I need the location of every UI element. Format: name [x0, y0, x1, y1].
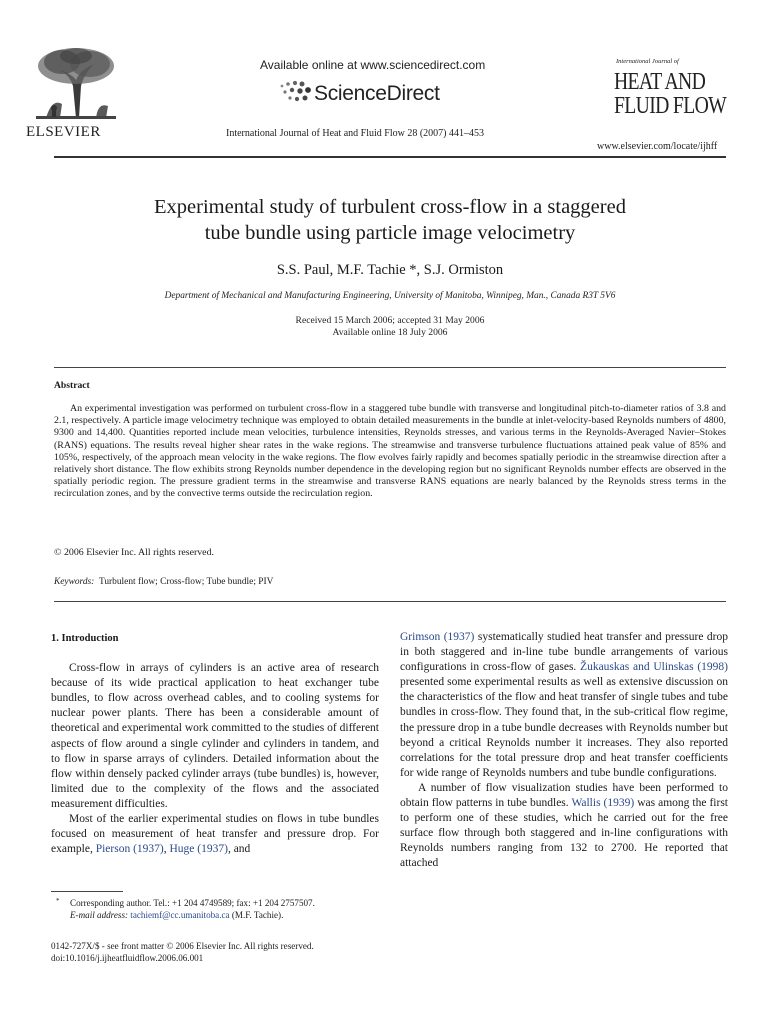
keywords — [54, 577, 273, 587]
elsevier-wordmark: ELSEVIER — [26, 124, 101, 140]
abstract-text: An experimental investigation was performed on turbulent cross-flow in a staggered tube bundle with transverse and longitudinal pitch-to-diameter ratios of 3.8 and 2.1, respectively. A particle image velocimetry technique was employed to obtain detailed measurements in the bundle at inlet-velocity-based Reynolds numbers of 4800, 9300 and 14,400. Quantities reported include mean velocities, turbulence intensities, Reynolds stresses, and various terms in the Reynolds-Averaged Navier–Stokes (RANS) equations. The results reveal higher shear rates in the wake regions. The streamwise and transverse turbulence fluctuations attained peak value of 85% and 105%, respectively, of the approach mean velocity in the wake regions. The flow evolves fairly rapidly and becomes spatially periodic in the streamwise direction after a relatively short distance. The flow exhibits strong Reynolds number dependence in the developing region but no significant Reynolds number effects are observed in the spatially periodic region. The pressure gradient terms in the streamwise and transverse RANS equations are nearly balanced by the Reynolds stress terms in the recirculation zones, and by the convective terms outside the recirculation region. — [54, 403, 726, 500]
email-link[interactable]: tachiemf@cc.umanitoba.ca — [130, 910, 230, 920]
citation-wallis-1939[interactable]: Wallis (1939) — [571, 797, 635, 810]
journal-logo — [614, 58, 744, 138]
abstract-bottom-divider — [54, 601, 726, 602]
email-label: E-mail address: — [70, 910, 129, 920]
keywords-label: Keywords: — [54, 577, 95, 587]
right-paragraph-2-text: A number of flow visualization studies have been performed to obtain flow patterns in tube bundles. — [400, 781, 728, 810]
sciencedirect-dots-icon — [278, 80, 312, 104]
right-paragraph-1-text-2: presented some experimental results as well as extensive discussion on the characteristics of the flow and heat transfer of single tubes and tube bundles in cross-flow. They found that, in the sub-critical flow regime, the pressure drop in a tube bundle decreases with Reynolds number but beyond a critical Reynolds number it increases. They also reported correlations for the total pressure drop and heat transfer coefficients for wide range of Reynolds numbers and tube bundle configurations. — [400, 676, 728, 779]
received-date: Received 15 March 2006; accepted 31 May 2006 — [295, 315, 485, 326]
intro-paragraph-2 — [51, 812, 379, 857]
journal-logo-line2: FLUID FLOW — [614, 93, 727, 119]
elsevier-tree-icon — [32, 46, 120, 120]
article-title-line1: Experimental study of turbulent cross-flow in a staggered — [154, 196, 626, 218]
right-paragraph-1 — [400, 630, 728, 781]
section-heading-introduction: 1. Introduction — [51, 633, 119, 644]
citation-grimson-1937[interactable]: Grimson (1937) — [400, 631, 475, 643]
available-online-text: Available online at www.sciencedirect.com — [260, 58, 486, 72]
header-divider — [54, 156, 726, 158]
right-column — [400, 630, 728, 872]
citation-separator: , — [163, 843, 170, 856]
issn-line: 0142-727X/$ - see front matter © 2006 Elsevier Inc. All rights reserved. — [51, 941, 314, 951]
intro-paragraph-2-text: Most of the earlier experimental studies on flows in tube bundles focused on measurement of heat transfer and pressure drop. For example, — [51, 813, 379, 856]
right-paragraph-2 — [400, 781, 728, 872]
article-affiliation: Department of Mechanical and Manufacturing Engineering, University of Manitoba, Winnipeg, Man., Canada R3T 5V6 — [164, 291, 616, 301]
left-column — [51, 630, 379, 857]
journal-header — [0, 0, 768, 160]
abstract-heading: Abstract — [54, 380, 90, 391]
intro-paragraph-2-end: , and — [227, 843, 251, 856]
sciencedirect-wordmark: ScienceDirect — [314, 82, 440, 105]
keywords-list: Turbulent flow; Cross-flow; Tube bundle; PIV — [98, 577, 274, 587]
abstract-copyright: © 2006 Elsevier Inc. All rights reserved. — [54, 547, 214, 558]
article-title — [60, 194, 720, 246]
email-name: (M.F. Tachie). — [229, 910, 284, 920]
article-authors: S.S. Paul, M.F. Tachie *, S.J. Ormiston — [276, 262, 504, 278]
citation-zukauskas-1998[interactable]: Žukauskas and Ulinskas (1998) — [580, 661, 728, 674]
abstract-top-divider — [54, 367, 726, 368]
footnote-marker: * — [56, 897, 60, 905]
journal-url-link[interactable]: www.elsevier.com/locate/ijhff — [597, 141, 718, 152]
article-title-line2: tube bundle using particle image velocimetry — [204, 222, 576, 244]
footnote-divider — [51, 891, 123, 892]
intro-paragraph-1: Cross-flow in arrays of cylinders is an active area of research because of its wide practical application to heat exchanger tube bundles, to flow across overhead cables, and to cooling systems for nuclear power plants. There has been a considerable amount of theoretical and experimental work committed to the studies of different aspects of flow around a single cylinder and cylinders in tandem, and to flow in sparse arrays of cylinders. Detailed information about the flow within densely packed cylinder arrays (tube bundles) is, however, limited due to the complexity of the flows and the associated measurement difficulties. — [51, 662, 379, 810]
footnote-email-line — [51, 909, 381, 921]
sciencedirect-logo — [248, 58, 498, 118]
abstract-body — [54, 403, 726, 501]
citation-pierson-1937[interactable]: Pierson (1937) — [95, 843, 164, 856]
journal-logo-small-text: International Journal of — [616, 58, 679, 65]
doi-line: doi:10.1016/j.ijheatfluidflow.2006.06.001 — [51, 953, 204, 963]
journal-logo-line1: HEAT AND — [614, 69, 706, 95]
article-dates — [60, 315, 720, 339]
right-paragraph-2-rest: was among the first to perform one of these studies, which he carried out for the free surface flow through both staggered and in-line configurations with Reynolds numbers ranging from 132 to 2700. He reported that attached — [400, 797, 728, 870]
citation-huge-1937[interactable]: Huge (1937) — [169, 843, 228, 856]
article-metadata — [51, 940, 314, 964]
right-paragraph-1-text: systematically studied heat transfer and pressure drop in both staggered and in-line tube bundle arrangements of various configurations in cross-flow of gases. — [400, 631, 728, 674]
journal-reference: International Journal of Heat and Fluid Flow 28 (2007) 441–453 — [226, 128, 485, 139]
available-date: Available online 18 July 2006 — [332, 327, 448, 338]
footnote — [51, 897, 381, 921]
elsevier-logo — [20, 46, 132, 142]
footnote-corresponding: Corresponding author. Tel.: +1 204 4749589; fax: +1 204 2757507. — [70, 898, 315, 908]
